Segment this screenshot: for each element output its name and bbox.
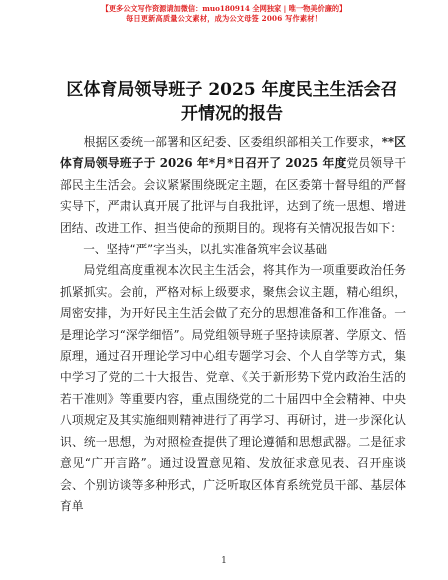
page-number: 1 [221,556,227,566]
promo-banner [0,4,448,24]
section-heading-1: 一、坚持“严”字当头，以扎实准备筑牢会议基础 [83,242,328,257]
promo-line-1: 【更多公文写作资源请加微信：muo180914 全网独家 | 唯一物美价廉的】 [101,4,347,13]
promo-line-2: 每日更新高质量公文素材，成为公文母签 2006 写作素材！ [125,14,323,23]
section-1-paragraph: 局党组高度重视本次民主生活会，将其作为一项重要政治任务抓紧抓实。会前，严格对标上级要求，聚焦会议主题，精心组织，周密安排，为开好民主生活会做了充分的思想准备和工作准备。一是理论学习“深学细悟”。局党组领导班子坚持读原著、学原文、悟原理，通过召开理论学习中心组专题学习会、个人自学等方式，集中学习了党的二十大报告、党章、《关于新形势下党内政治生活的若干准则》等重要内容，重点围绕党的二十届四中全会精神、中央八项规定及其实施细则精神进行了再学习、再研讨，进一步深化认识、统一思想，为对照检查提供了理论遵循和思想武器。二是征求意见“广开言路”。通过设置意见箱、发放征求意见表、召开座谈会、个别访谈等多种形式，广泛听取区体育系统党员干部、基层体育单 [60,263,406,513]
intro-text-1: 根据区委统一部署和区纪委、区委组织部相关工作要求， [83,135,382,149]
document-title: 区体育局领导班子 2025 年度民主生活会召开情况的报告 [66,80,398,124]
document-body [60,132,406,517]
intro-paragraph [60,132,406,239]
intro-text-2: 党员领导干部民主生活会。会议紧紧围绕既定主题，在区委第十督导组的严督实导下，严肃认真开展了批评与自我批评，达到了统一思想、增进团结、改进工作、担当使命的预期目的。现将有关情况报告如下： [60,156,406,235]
intro-bold-text: **区体育局领导班子于 2026 年*月*日召开了 2025 年度 [60,135,406,171]
